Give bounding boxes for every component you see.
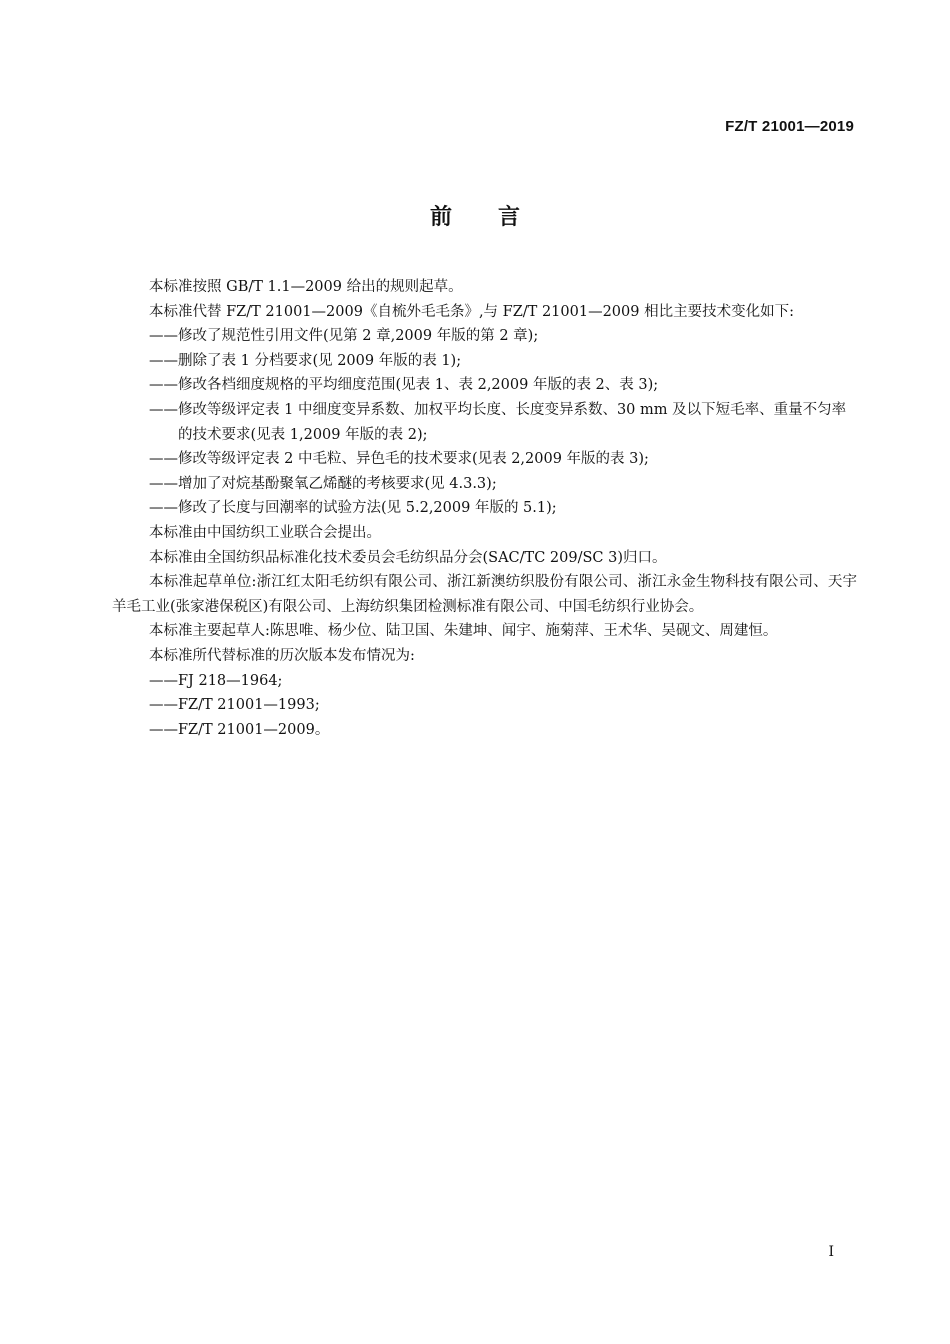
history-item: ——FJ 218—1964; bbox=[149, 672, 283, 689]
paragraph-history-intro: 本标准所代替标准的历次版本发布情况为: bbox=[149, 647, 415, 664]
page-number: I bbox=[828, 1244, 834, 1260]
change-item: ——修改等级评定表 1 中细度变异系数、加权平均长度、长度变异系数、30 mm 及以下短毛率、重量不匀率的技术要求(见表 1,2009 年版的表 2); bbox=[149, 401, 847, 443]
paragraph-committee: 本标准由全国纺织品标准化技术委员会毛纺织品分会(SAC/TC 209/SC 3)归口。 bbox=[149, 549, 667, 566]
change-item: ——修改各档细度规格的平均细度范围(见表 1、表 2,2009 年版的表 2、表 3); bbox=[149, 377, 659, 394]
standard-code: FZ/T 21001—2019 bbox=[725, 118, 854, 135]
paragraph-replacement: 本标准代替 FZ/T 21001—2009《自梳外毛毛条》,与 FZ/T 21001—2009 相比主要技术变化如下: bbox=[149, 303, 794, 320]
paragraph-drafters: 本标准主要起草人:陈思唯、杨少位、陆卫国、朱建坤、闻宇、施菊萍、王术华、吴砚文、周建恒。 bbox=[149, 623, 778, 640]
paragraph-proposer: 本标准由中国纺织工业联合会提出。 bbox=[149, 524, 381, 541]
paragraph-drafting-units: 本标准起草单位:浙江红太阳毛纺织有限公司、浙江新澳纺织股份有限公司、浙江永金生物科技有限公司、天宇羊毛工业(张家港保税区)有限公司、上海纺织集团检测标准有限公司、中国毛纺织行业协会。 bbox=[112, 574, 857, 615]
page-title: 前言 bbox=[429, 205, 566, 230]
change-item: ——删除了表 1 分档要求(见 2009 年版的表 1); bbox=[149, 352, 462, 369]
change-item: ——增加了对烷基酚聚氧乙烯醚的考核要求(见 4.3.3); bbox=[149, 475, 497, 492]
change-item: ——修改了长度与回潮率的试验方法(见 5.2,2009 年版的 5.1); bbox=[149, 500, 557, 517]
foreword-body bbox=[112, 275, 857, 742]
history-item: ——FZ/T 21001—1993; bbox=[149, 697, 320, 714]
paragraph-drafting-rules: 本标准按照 GB/T 1.1—2009 给出的规则起草。 bbox=[149, 279, 463, 295]
change-item: ——修改了规范性引用文件(见第 2 章,2009 年版的第 2 章); bbox=[149, 328, 539, 345]
history-item: ——FZ/T 21001—2009。 bbox=[149, 721, 330, 738]
change-item: ——修改等级评定表 2 中毛粒、异色毛的技术要求(见表 2,2009 年版的表 3); bbox=[149, 451, 649, 468]
